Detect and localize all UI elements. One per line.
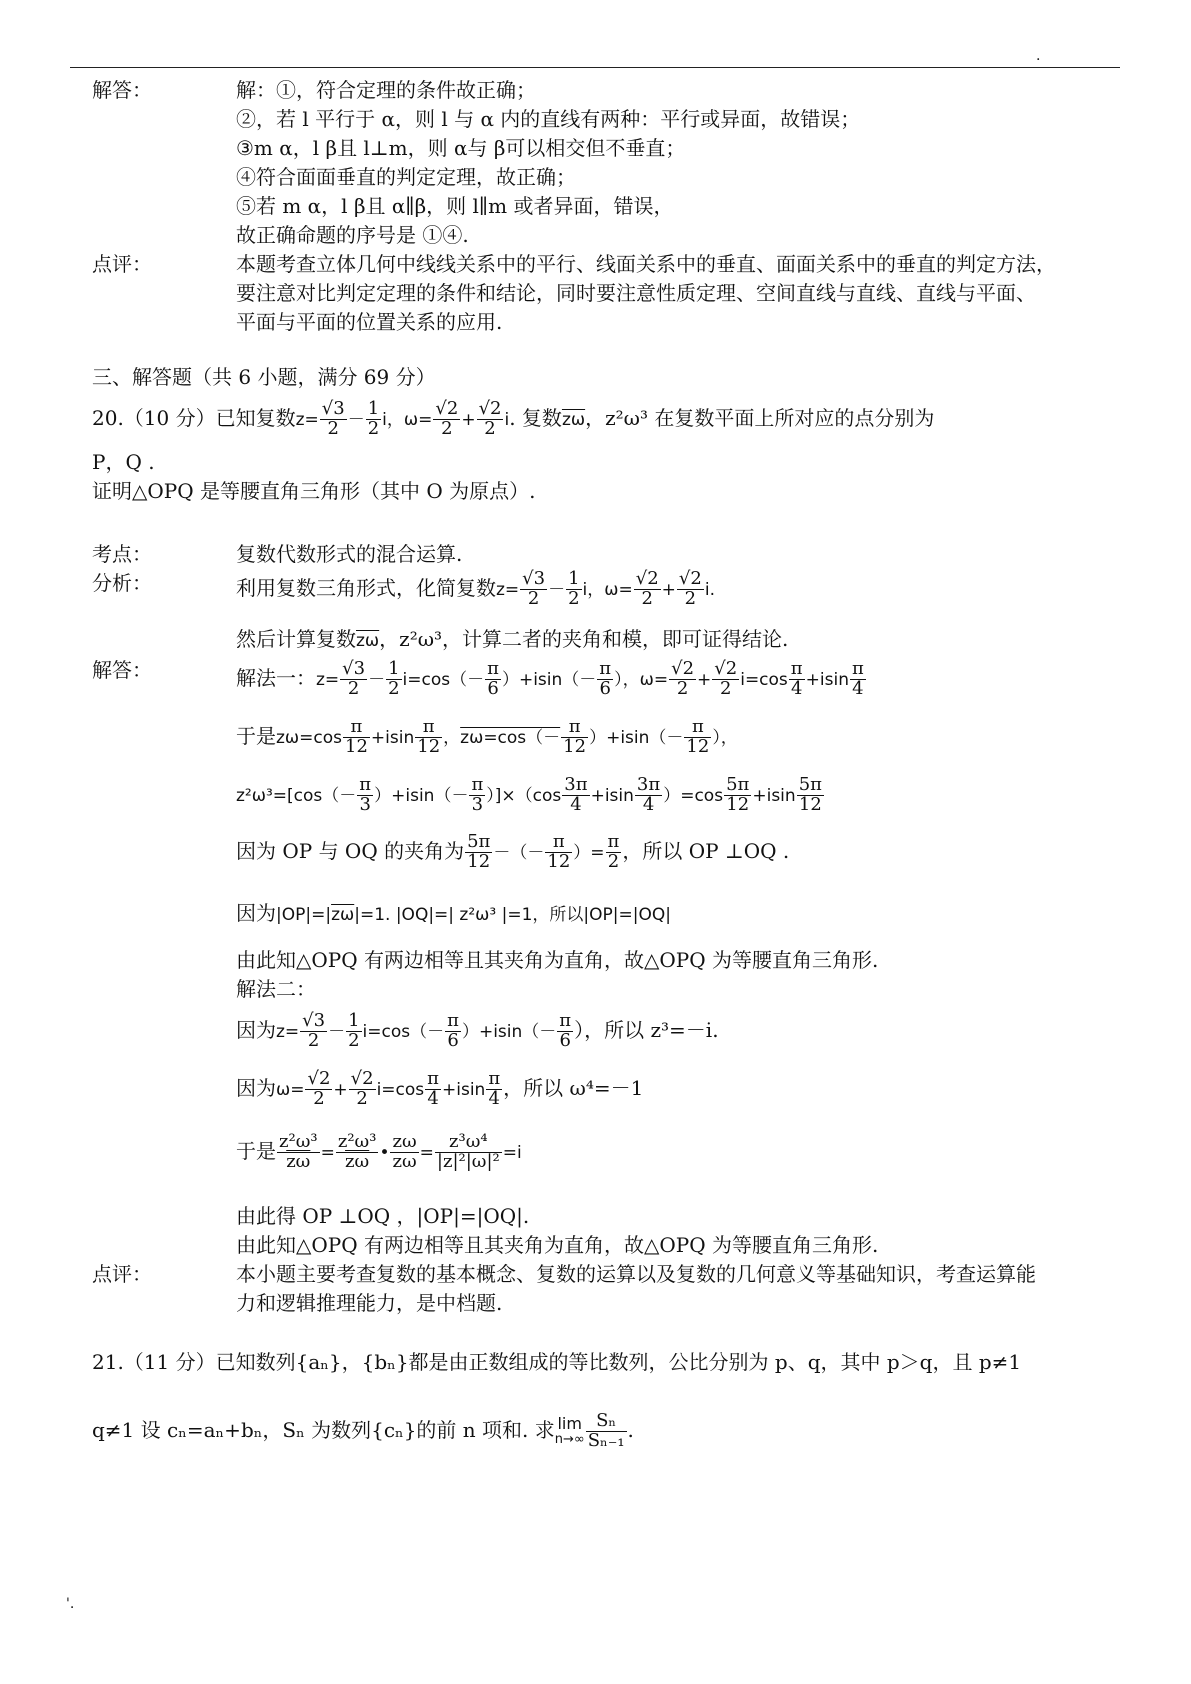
q20-stem-text-c: ，z²ω³ 在复数平面上所对应的点分别为 [585,405,935,430]
comment-line-1: 本题考查立体几何中线线关系中的平行、线面关系中的垂直、面面关系中的垂直的判定方法， [236,252,1056,276]
zw-conjugate: $\overline{z\omega}$ [561,409,586,430]
q20-stem-text-b: . 复数 [509,405,562,430]
sn-ratio: $\frac{\text{Sₙ}}{\text{Sₙ₋₁}}$ [587,1410,625,1451]
method2-line-2: 因为ω= $\frac{√2}{2}$ + $\frac{√2}{2}$ i=cos $\frac{\pi}{4}$ +isin $\frac{\pi}{4}$ ，所以 ω⁴=－1 [236,1068,644,1109]
method2-line-3: 于是 $\frac{\text{z²ω³}}{z\omega}$ = $\frac{\text{z²ω³}}{z\omega}$ • $\frac{z\omega}{z\omega}$ = $\frac{\text{z³ω⁴}}{\text{|z|²|ω|²}}$ =i [236,1131,522,1172]
section-heading: 三、解答题（共 6 小题，满分 69 分） [92,365,436,389]
top-rule [70,67,1120,68]
analysis-line-2: 然后计算复数$\overline{z\omega}$，z²ω³，计算二者的夹角和模，即可证得结论. [236,627,789,651]
analysis-line-1: 利用复数三角形式，化简复数z= $\frac{√3}{2}$ － $\frac{1}{2}$ i，ω= $\frac{√2}{2}$ + $\frac{√2}{2}$ i. [236,568,715,609]
answer-line-5: ⑤若 m α，l β且 α∥β，则 l∥m 或者异面，错误， [236,194,674,218]
limit-symbol: lim n→∞ [554,1414,585,1448]
q21-stem-line-1: 21.（11 分）已知数列{aₙ}，{bₙ}都是由正数组成的等比数列，公比分别为 p、q，其中 p＞q，且 p≠1 [92,1350,1022,1374]
frac-1-over-2: $\frac{1}{2}$ [367,398,380,439]
frac-sqrt2-over-2: $\frac{√2}{2}$ [435,398,459,439]
comment-line-2: 要注意对比判定定理的条件和结论，同时要注意性质定理、空间直线与直线、直线与平面、 [236,281,1036,305]
method2-heading: 解法二： [236,977,316,1001]
q20-stem-line-2: P，Q . [92,450,155,474]
answer-line-2: ②，若 l 平行于 α，则 l 与 α 内的直线有两种：平行或异面，故错误； [236,107,861,131]
z-label: z= [295,409,319,430]
point-label: 考点： [92,542,152,566]
corner-dot-bottom: '. [66,1596,75,1612]
corner-dot-top: . [1036,48,1041,64]
method1-line-1: 解法一：z= $\frac{√3}{2}$ － $\frac{1}{2}$ i=cos（－ $\frac{\pi}{6}$ ）+isin（－ $\frac{\pi}{6}$ ），ω= $\frac{√2}{2}$ + $\frac{√2}{2}$ i=cos $\frac{\pi}{4}$ +isin $\frac{\pi}{4}$ [236,658,864,699]
answer-line-4: ④符合面面垂直的判定定理，故正确； [236,165,576,189]
q21-stem-line-2: q≠1 设 cₙ=aₙ+bₙ，Sₙ 为数列{cₙ}的前 n 项和. 求 lim n→∞ $\frac{\text{Sₙ}}{\text{Sₙ₋₁}}$ . [92,1410,634,1451]
method2-line-1: 因为z= $\frac{√3}{2}$ － $\frac{1}{2}$ i=cos（－ $\frac{\pi}{6}$ ）+isin（－ $\frac{\pi}{6}$ ），所以 z³=－i. [236,1010,719,1051]
q20-stem-text-a: 20.（10 分）已知复数 [92,405,296,430]
q20-stem-line-3: 证明△OPQ 是等腰直角三角形（其中 O 为原点）. [92,479,536,503]
comment-label: 点评： [92,252,152,276]
method1-line-6: 由此知△OPQ 有两边相等且其夹角为直角，故△OPQ 为等腰直角三角形. [236,948,879,972]
method2-line-4: 由此得 OP ⊥OQ ，|OP|=|OQ|. [236,1204,530,1228]
q20-comment-label: 点评： [92,1262,152,1286]
comment-line-3: 平面与平面的位置关系的应用. [236,310,503,334]
frac-sqrt3-over-2: $\frac{√3}{2}$ [321,398,345,439]
method1-line-5: 因为$|OP|=|\overline{z\omega}|=1$. |OQ|=| z²ω³ |=1，所以|OP|=|OQ| [236,901,671,925]
answer-label: 解答： [92,78,152,102]
method1-line-3: z²ω³=[cos（－ $\frac{\pi}{3}$ ）+isin（－ $\frac{\pi}{3}$ ）]×（cos $\frac{3\pi}{4}$ +isin $\frac{3\pi}{4}$ ）=cos $\frac{5\pi}{12}$ +isin $\frac{5\pi}{12}$ [236,774,822,815]
frac-sqrt2-over-2-b: $\frac{√2}{2}$ [478,398,502,439]
point-text: 复数代数形式的混合运算. [236,542,463,566]
answer-line-3: ③m α，l β且 l⊥m，则 α与 β可以相交但不垂直； [236,136,686,160]
q20-comment-line-1: 本小题主要考查复数的基本概念、复数的运算以及复数的几何意义等基础知识，考查运算能 [236,1262,1036,1286]
method1-line-2: 于是zω=cos $\frac{\pi}{12}$ +isin $\frac{\pi}{12}$ ，zω=cos（－ $\frac{\pi}{12}$ ）+isin（－ $\frac{\pi}{12}$ ）， [236,716,738,757]
answer-line-1: 解：①，符合定理的条件故正确； [236,78,536,102]
analysis-label: 分析： [92,571,152,595]
solution-label: 解答： [92,658,152,682]
answer-line-6: 故正确命题的序号是 ①④. [236,223,469,247]
q20-stem-line-1: 20.（10 分）已知复数z= $\frac{√3}{2}$ － $\frac{1}{2}$ i，ω= $\frac{√2}{2}$ + $\frac{√2}{2}$ i. 复数$\overline{z\omega}$，z²ω³ 在复数平面上所对应的点分别为 [92,398,935,439]
q20-comment-line-2: 力和逻辑推理能力，是中档题. [236,1291,503,1315]
omega-label: ，ω= [386,409,433,430]
method1-line-4: 因为 OP 与 OQ 的夹角为 $\frac{5\pi}{12}$ －（－ $\frac{\pi}{12}$ ）= $\frac{\pi}{2}$ ，所以 OP ⊥OQ . [236,831,790,872]
method2-line-5: 由此知△OPQ 有两边相等且其夹角为直角，故△OPQ 为等腰直角三角形. [236,1233,879,1257]
